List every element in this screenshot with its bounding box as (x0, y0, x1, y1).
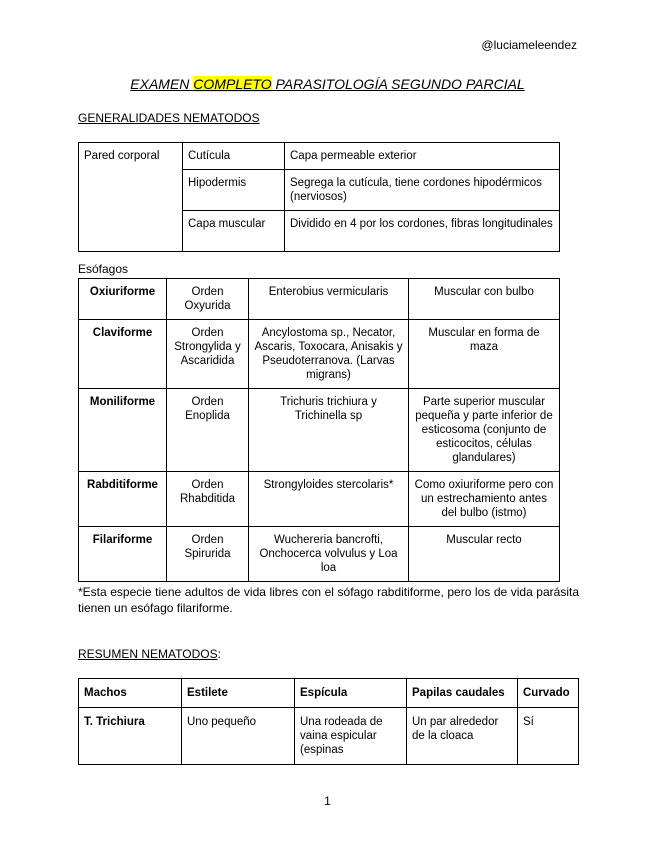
resumen-heading-colon: : (217, 647, 221, 661)
table-cell: Orden Rhabditida (167, 472, 249, 527)
table-cell: Cutícula (183, 143, 285, 170)
table-row (79, 472, 560, 527)
table-cell: T. Trichiura (79, 708, 182, 765)
table-cell: Rabditiforme (79, 472, 167, 527)
table-cell: Wuchereria bancrofti, Onchocerca volvulus y Loa loa (249, 527, 409, 582)
table-row (79, 527, 560, 582)
table-cell: Strongyloides stercolaris* (249, 472, 409, 527)
column-header: Espícula (295, 679, 407, 708)
document-title (0, 76, 655, 92)
table-cell: Enterobius vermicularis (249, 279, 409, 320)
column-header: Machos (79, 679, 182, 708)
title-prefix: EXAMEN (130, 76, 194, 92)
resumen-heading-text: RESUMEN NEMATODOS (78, 647, 218, 661)
table-cell: Parte superior muscular pequeña y parte inferior de esticosoma (conjunto de esticocitos, células glandulares) (409, 389, 560, 472)
table-cell: Capa muscular (183, 211, 285, 252)
table-cell: Muscular recto (409, 527, 560, 582)
table-cell: Filariforme (79, 527, 167, 582)
table-cell: Como oxiuriforme pero con un estrechamiento antes del bulbo (istmo) (409, 472, 560, 527)
table-cell: Moniliforme (79, 389, 167, 472)
table-cell: Orden Strongylida y Ascaridida (167, 320, 249, 389)
table-cell: Claviforme (79, 320, 167, 389)
table-cell: Uno pequeño (182, 708, 295, 765)
table-cell: Dividido en 4 por los cordones, fibras longitudinales (285, 211, 560, 252)
table-row (79, 708, 579, 765)
section-heading-resumen (78, 647, 221, 661)
table-row (79, 389, 560, 472)
table-cell: Trichuris trichiura y Trichinella sp (249, 389, 409, 472)
section-heading-generalidades: GENERALIDADES NEMATODOS (78, 111, 260, 125)
table-header-row (79, 679, 579, 708)
column-header: Estilete (182, 679, 295, 708)
table-row (79, 143, 560, 170)
pared-corporal-table (78, 142, 560, 252)
column-header: Papilas caudales (407, 679, 518, 708)
table-cell: Segrega la cutícula, tiene cordones hipodérmicos (nerviosos) (285, 170, 560, 211)
esofagos-label: Esófagos (78, 262, 129, 276)
table-row (79, 279, 560, 320)
table-cell: Capa permeable exterior (285, 143, 560, 170)
column-header: Curvado (518, 679, 579, 708)
table-cell: Muscular en forma de maza (409, 320, 560, 389)
title-suffix: PARASITOLOGÍA SEGUNDO PARCIAL (271, 76, 525, 92)
table-cell: Ancylostoma sp., Necator, Ascaris, Toxocara, Anisakis y Pseudoterranova. (Larvas migrans) (249, 320, 409, 389)
table-cell: Orden Enoplida (167, 389, 249, 472)
table-cell: Sí (518, 708, 579, 765)
table-cell: Oxiuriforme (79, 279, 167, 320)
table-row (79, 320, 560, 389)
page-number: 1 (324, 794, 331, 808)
title-highlight: COMPLETO (193, 76, 272, 92)
pared-label-cell: Pared corporal (79, 143, 183, 252)
footnote: *Esta especie tiene adultos de vida libres con el sófago rabditiforme, pero los de vida parásita tienen un esófago filariforme. (78, 585, 579, 615)
table-cell: Hipodermis (183, 170, 285, 211)
table-cell: Un par alrededor de la cloaca (407, 708, 518, 765)
table-cell: Orden Oxyurida (167, 279, 249, 320)
author-handle: @luciameleendez (481, 38, 577, 52)
table-cell: Orden Spirurida (167, 527, 249, 582)
esofagos-table (78, 278, 560, 582)
resumen-table (78, 678, 579, 765)
table-cell: Una rodeada de vaina espicular (espinas (295, 708, 407, 765)
table-cell: Muscular con bulbo (409, 279, 560, 320)
